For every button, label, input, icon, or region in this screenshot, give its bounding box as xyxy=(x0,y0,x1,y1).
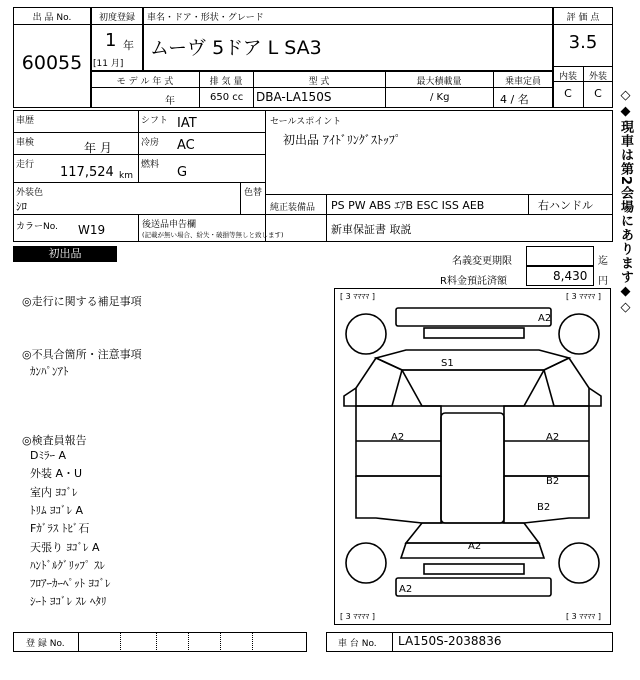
hood xyxy=(376,350,569,370)
max-load-label: 最大積載量 xyxy=(416,77,462,87)
wheel-rear-left xyxy=(346,543,386,583)
driving-header: ◎走行に関する補足事項 xyxy=(22,295,142,308)
rear-bumper xyxy=(396,578,551,596)
name-change-box xyxy=(526,246,594,266)
inspector-line: 室内 ﾖｺﾞﾚ xyxy=(30,486,78,499)
wheel-rear-right xyxy=(559,543,599,583)
model-label: 車名・ドア・形状・グレード xyxy=(147,13,264,23)
steering-value: 右ハンドル xyxy=(538,199,593,212)
fuel-value: G xyxy=(177,165,188,180)
recycle-unit: 円 xyxy=(598,276,608,287)
ext-color-value: ｼﾛ xyxy=(16,200,27,213)
corner-label-tl: [ 3 ﾏﾏﾏﾏ ] xyxy=(340,292,375,301)
mileage-unit: km xyxy=(119,171,133,181)
interior-value: C xyxy=(564,87,572,100)
car-outline xyxy=(334,288,611,625)
color-no-value: W19 xyxy=(78,223,106,237)
corner-label-br: [ 3 ﾏﾏﾏﾏ ] xyxy=(566,612,601,621)
left-front-fender xyxy=(356,358,402,406)
type-label: 型 式 xyxy=(308,77,330,87)
corner-label-bl: [ 3 ﾏﾏﾏﾏ ] xyxy=(340,612,375,621)
post-docs-note: (記載が無い場合、紛失・破損等無しと致します) xyxy=(142,231,284,239)
defects-value: ｶﾝﾊﾟﾝｱﾄ xyxy=(30,365,69,378)
recycle-value: 8,430 xyxy=(553,269,588,283)
wheel-front-right xyxy=(559,314,599,354)
post-docs-label: 後送品申告欄 xyxy=(142,220,197,230)
inspection-label: 車検 xyxy=(16,138,35,148)
inspection-value: 年 月 xyxy=(84,141,112,155)
mileage-value: 117,524 xyxy=(60,165,114,180)
left-mirror xyxy=(344,388,356,406)
sales-point-value: 初出品 ｱｲﾄﾞﾘﾝｸﾞｽﾄｯﾌﾟ xyxy=(283,133,401,147)
equipment-value: PS PW ABS ｴｱB ESC ISS AEB xyxy=(331,199,485,212)
capacity-label: 乗車定員 xyxy=(504,77,541,87)
damage-front-bumper: A2 xyxy=(538,313,552,324)
name-change-suffix: 迄 xyxy=(598,256,608,267)
ac-label: 冷房 xyxy=(141,138,160,148)
lot-number: 60055 xyxy=(21,52,83,74)
exterior-value: C xyxy=(594,87,602,100)
damage-left-door: A2 xyxy=(391,432,405,443)
damage-windshield: S1 xyxy=(441,358,454,369)
inspector-header: ◎検査員報告 xyxy=(22,434,87,447)
chassis-value: LA150S-2038836 xyxy=(398,634,502,648)
history-label: 車歴 xyxy=(16,116,35,126)
color-no-label: カラーNo. xyxy=(16,222,58,232)
inspector-line: ﾌﾛｱｰｶｰﾍﾟｯﾄ ﾖｺﾞﾚ xyxy=(30,577,111,590)
fuel-label: 燃料 xyxy=(141,160,160,170)
ac-value: AC xyxy=(177,138,195,153)
rear-window xyxy=(406,523,539,543)
inspector-line: ﾊﾝﾄﾞﾙｸﾞﾘｯﾌﾟ ｽﾚ xyxy=(30,559,105,572)
color-swap-label: 色替 xyxy=(244,188,263,198)
mileage-label: 走行 xyxy=(16,160,35,170)
damage-right-door: A2 xyxy=(546,432,560,443)
chassis-label: 車 台 No. xyxy=(338,639,377,649)
damage-rear-bumper: A2 xyxy=(399,584,413,595)
grade-value: 3.5 xyxy=(568,32,598,53)
defects-header: ◎不具合箇所・注意事項 xyxy=(22,348,142,361)
max-load-unit: / Kg xyxy=(430,92,450,103)
wheel-front-left xyxy=(346,314,386,354)
type-value: DBA-LA150S xyxy=(256,90,332,104)
name-change-label: 名義変更期限 xyxy=(452,256,512,267)
windshield xyxy=(402,370,544,406)
inspector-line: Fｶﾞﾗｽ ﾄﾋﾞ石 xyxy=(30,522,90,535)
inspector-line: ｼｰﾄ ﾖｺﾞﾚ ｽﾚ ﾍﾀﾘ xyxy=(30,595,107,608)
shift-value: IAT xyxy=(177,116,197,131)
first-reg-month: [11 月] xyxy=(93,59,124,69)
front-bumper xyxy=(396,308,551,326)
inspector-line: Dﾐﾗｰ A xyxy=(30,449,66,462)
displacement-value: 650 cc xyxy=(210,92,244,103)
first-reg-label: 初度登録 xyxy=(98,13,135,23)
right-mirror xyxy=(589,388,601,406)
recycle-label: R料金預託済額 xyxy=(440,276,507,287)
exterior-label: 外装 xyxy=(588,72,607,82)
model-year-suffix: 年 xyxy=(165,96,175,107)
displacement-label: 排 気 量 xyxy=(209,77,243,87)
first-listing-banner: 初出品 xyxy=(13,246,117,262)
grade-label: 評 価 点 xyxy=(566,13,600,23)
inspector-line: 天張り ﾖｺﾞﾚ A xyxy=(30,541,100,554)
year-unit: 年 xyxy=(123,39,134,52)
left-rear-quarter xyxy=(356,476,441,523)
corner-label-tr: [ 3 ﾏﾏﾏﾏ ] xyxy=(566,292,601,301)
venue-notice: ◇◆現車は第2会場にあります◆◇ xyxy=(618,88,633,317)
inspector-line: ﾄﾘﾑ ﾖｺﾞﾚ A xyxy=(30,504,84,517)
equipment-label: 純正装備品 xyxy=(270,203,316,213)
reg-no-label: 登 録 No. xyxy=(26,639,65,649)
damage-rear-window: A2 xyxy=(468,541,482,552)
rear-plate xyxy=(424,564,524,574)
damage-right-rear-fender: B2 xyxy=(546,476,560,487)
first-reg-year: 1 xyxy=(105,30,117,51)
model-name: ムーヴ 5ドア L SA3 xyxy=(150,37,322,59)
model-year-label: モ デ ル 年 式 xyxy=(116,77,174,87)
right-front-fender xyxy=(544,358,589,406)
inspector-line: 外装 A・U xyxy=(30,467,83,480)
lot-label: 出 品 No. xyxy=(32,13,72,23)
shift-label: シフト xyxy=(141,116,169,126)
sales-point-label: セールスポイント xyxy=(270,117,342,127)
ext-color-label: 外装色 xyxy=(16,188,44,198)
damage-right-rear-door: B2 xyxy=(537,502,551,513)
roof xyxy=(441,413,504,523)
warranty-value: 新車保証書 取説 xyxy=(331,223,412,236)
interior-label: 内装 xyxy=(558,72,577,82)
front-plate xyxy=(424,328,524,338)
capacity-value: 4 / 名 xyxy=(500,93,529,106)
